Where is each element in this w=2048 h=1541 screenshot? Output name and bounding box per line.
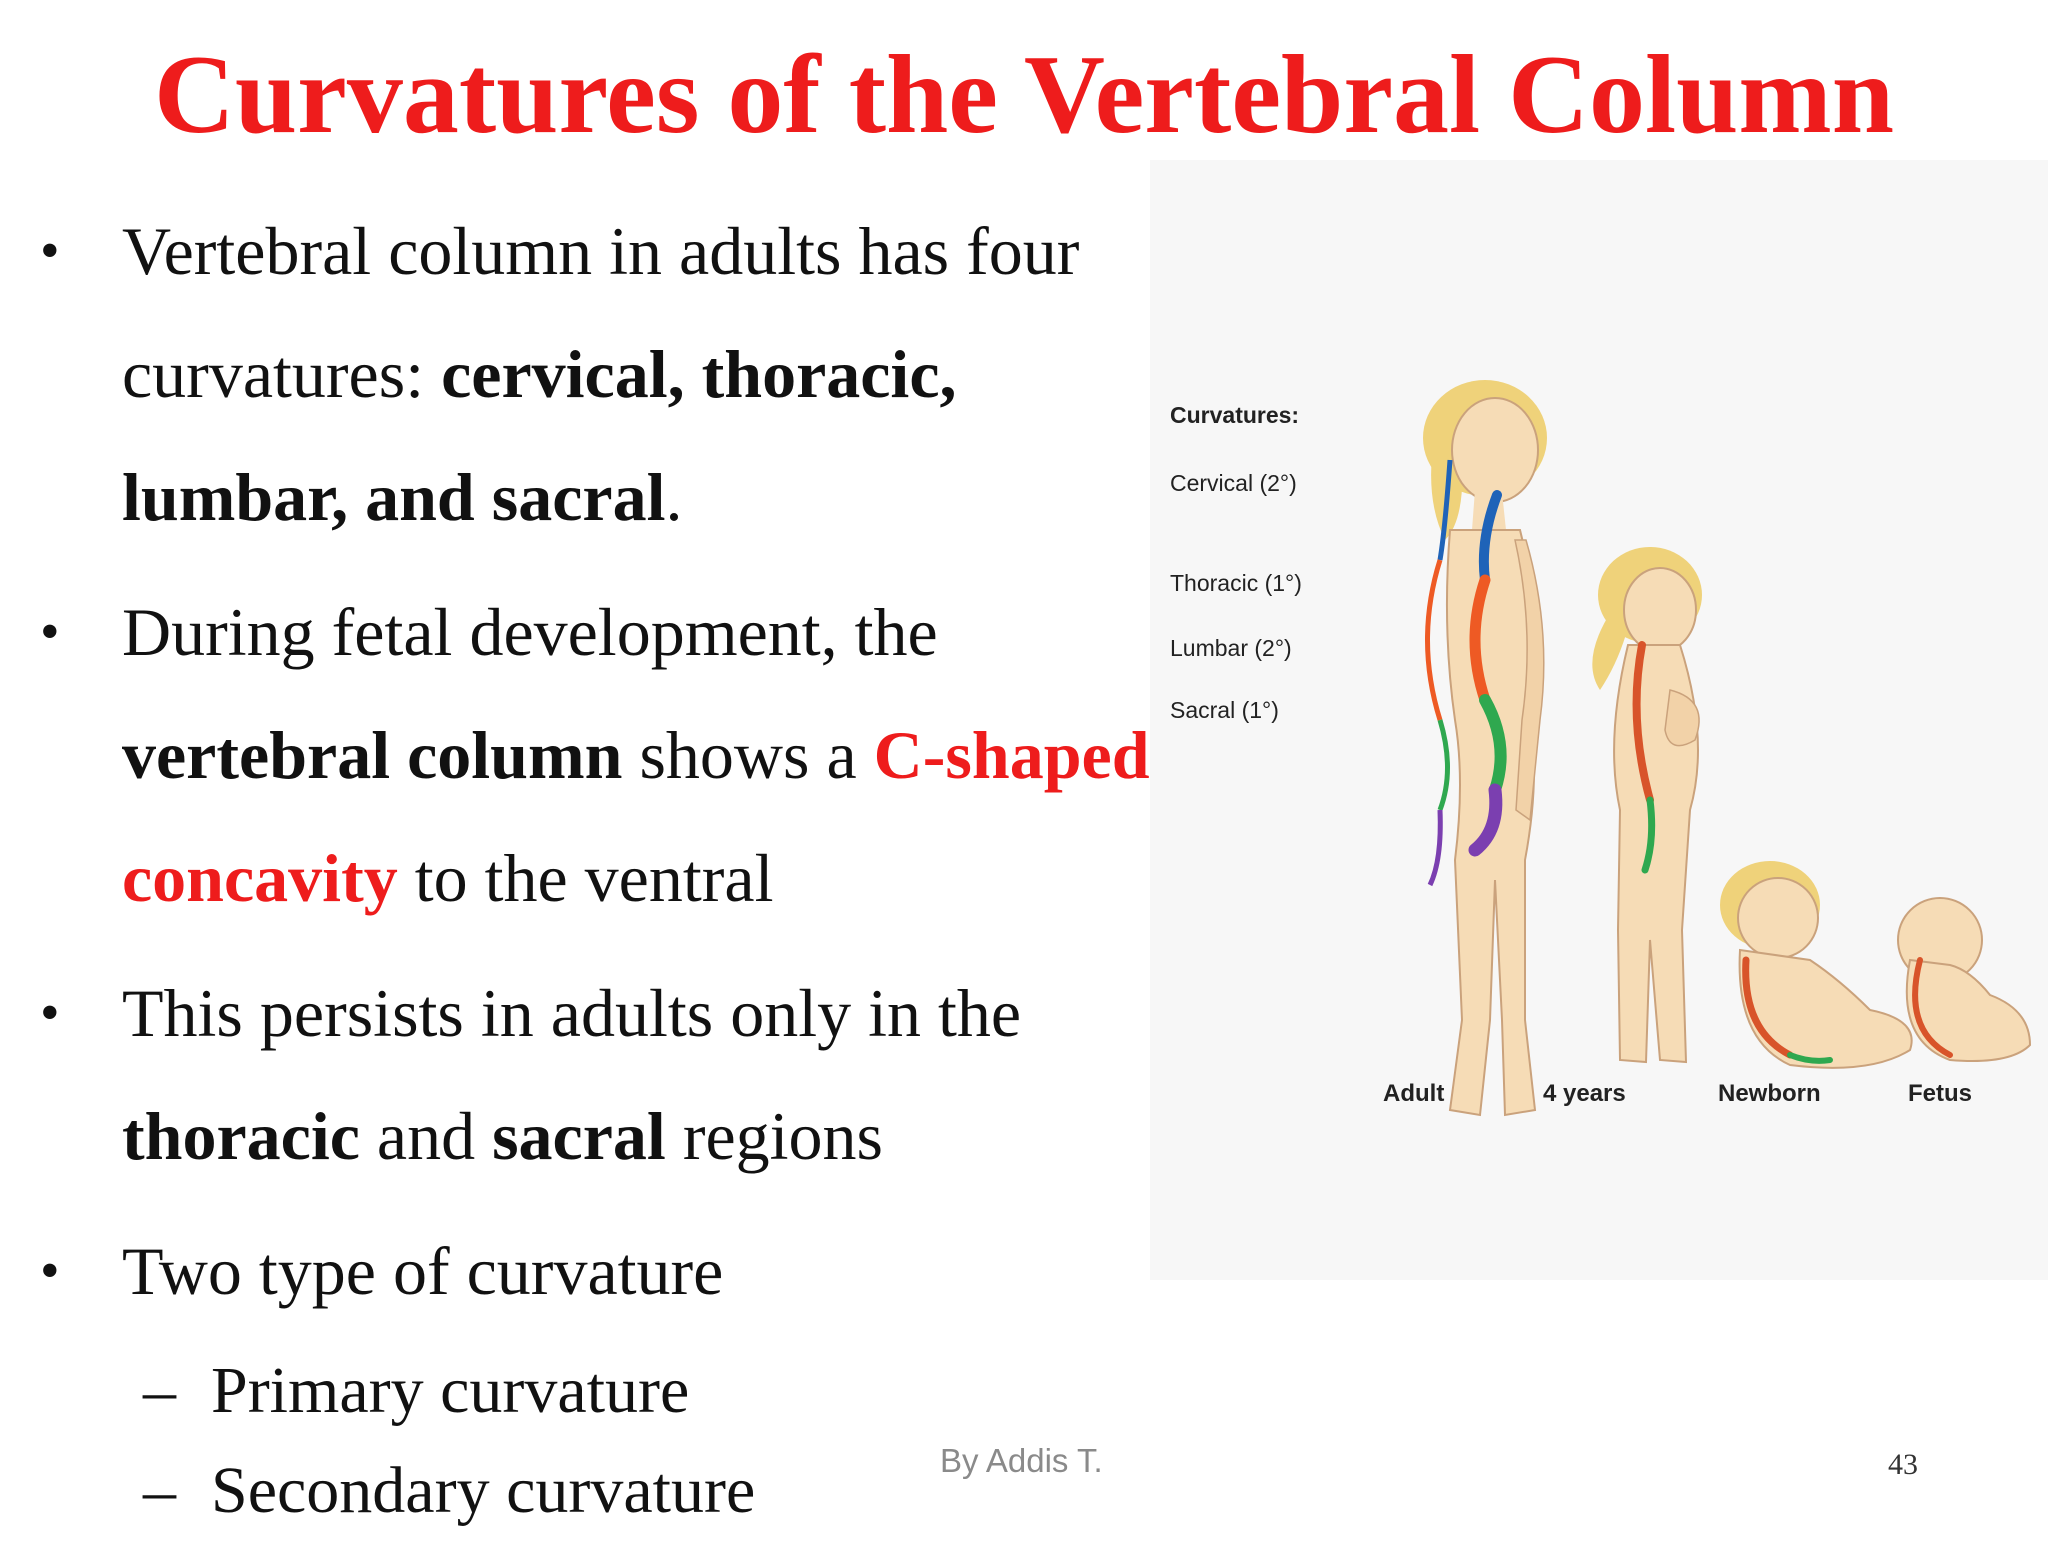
dash-icon: – [143,1354,176,1427]
bullet-text: Two type of curvature [122,1233,724,1309]
slide-title: Curvatures of the Vertebral Column [153,33,1895,157]
highlight-text: C-shaped concavity [122,717,1150,916]
stage-label-4-years: 4 years [1543,1080,1626,1107]
bullet-text: shows a [622,717,874,793]
bullet-dot-icon: • [40,1240,60,1302]
bold-text: thoracic [122,1098,360,1174]
bullet-text: During fetal development, the [122,594,938,670]
label-thoracic: Thoracic (1°) [1170,570,1302,596]
bullet-dot-icon: • [40,601,60,663]
bullet-dot-icon: • [40,982,60,1044]
bullet-text: . [665,459,683,535]
bullet-list [40,190,1160,1541]
bullet-dot-icon: • [40,220,60,282]
curvatures-legend-title: Curvatures: [1170,402,1300,428]
label-lumbar: Lumbar (2°) [1170,635,1292,661]
sub-item-text: Secondary curvature [211,1454,756,1527]
bullet-text: Vertebral column in adults has four curvatures: [122,213,1080,412]
stages-illustration [1150,160,2048,1280]
stage-label-newborn: Newborn [1718,1080,1821,1107]
spine-curvature-figure [1150,160,2048,1280]
bold-text: cervical, thoracic, lumbar, and sacral [122,336,957,535]
bullet-item-1 [40,190,1160,559]
stage-label-fetus: Fetus [1908,1080,1973,1107]
bullet-item-2 [40,571,1160,940]
dash-icon: – [143,1454,176,1527]
bullet-text: This persists in adults only in the [122,975,1022,1051]
sub-list [40,1341,1160,1541]
figure-background [1150,160,2048,1280]
bold-text: vertebral column [122,717,623,793]
bullet-text: regions [665,1098,883,1174]
label-cervical: Cervical (2°) [1170,470,1297,496]
footer-author: By Addis T. [940,1442,1103,1479]
bullet-text: to the ventral [397,840,774,916]
sub-item-primary [40,1341,1160,1441]
bullet-item-4 [40,1210,1160,1333]
page-number: 43 [1888,1448,1918,1481]
bullet-item-3 [40,952,1160,1198]
sub-item-text: Primary curvature [211,1354,690,1427]
bold-text: sacral [492,1098,666,1174]
stage-label-adult: Adult [1383,1080,1445,1107]
bullet-text: and [359,1098,493,1174]
label-sacral: Sacral (1°) [1170,697,1279,723]
